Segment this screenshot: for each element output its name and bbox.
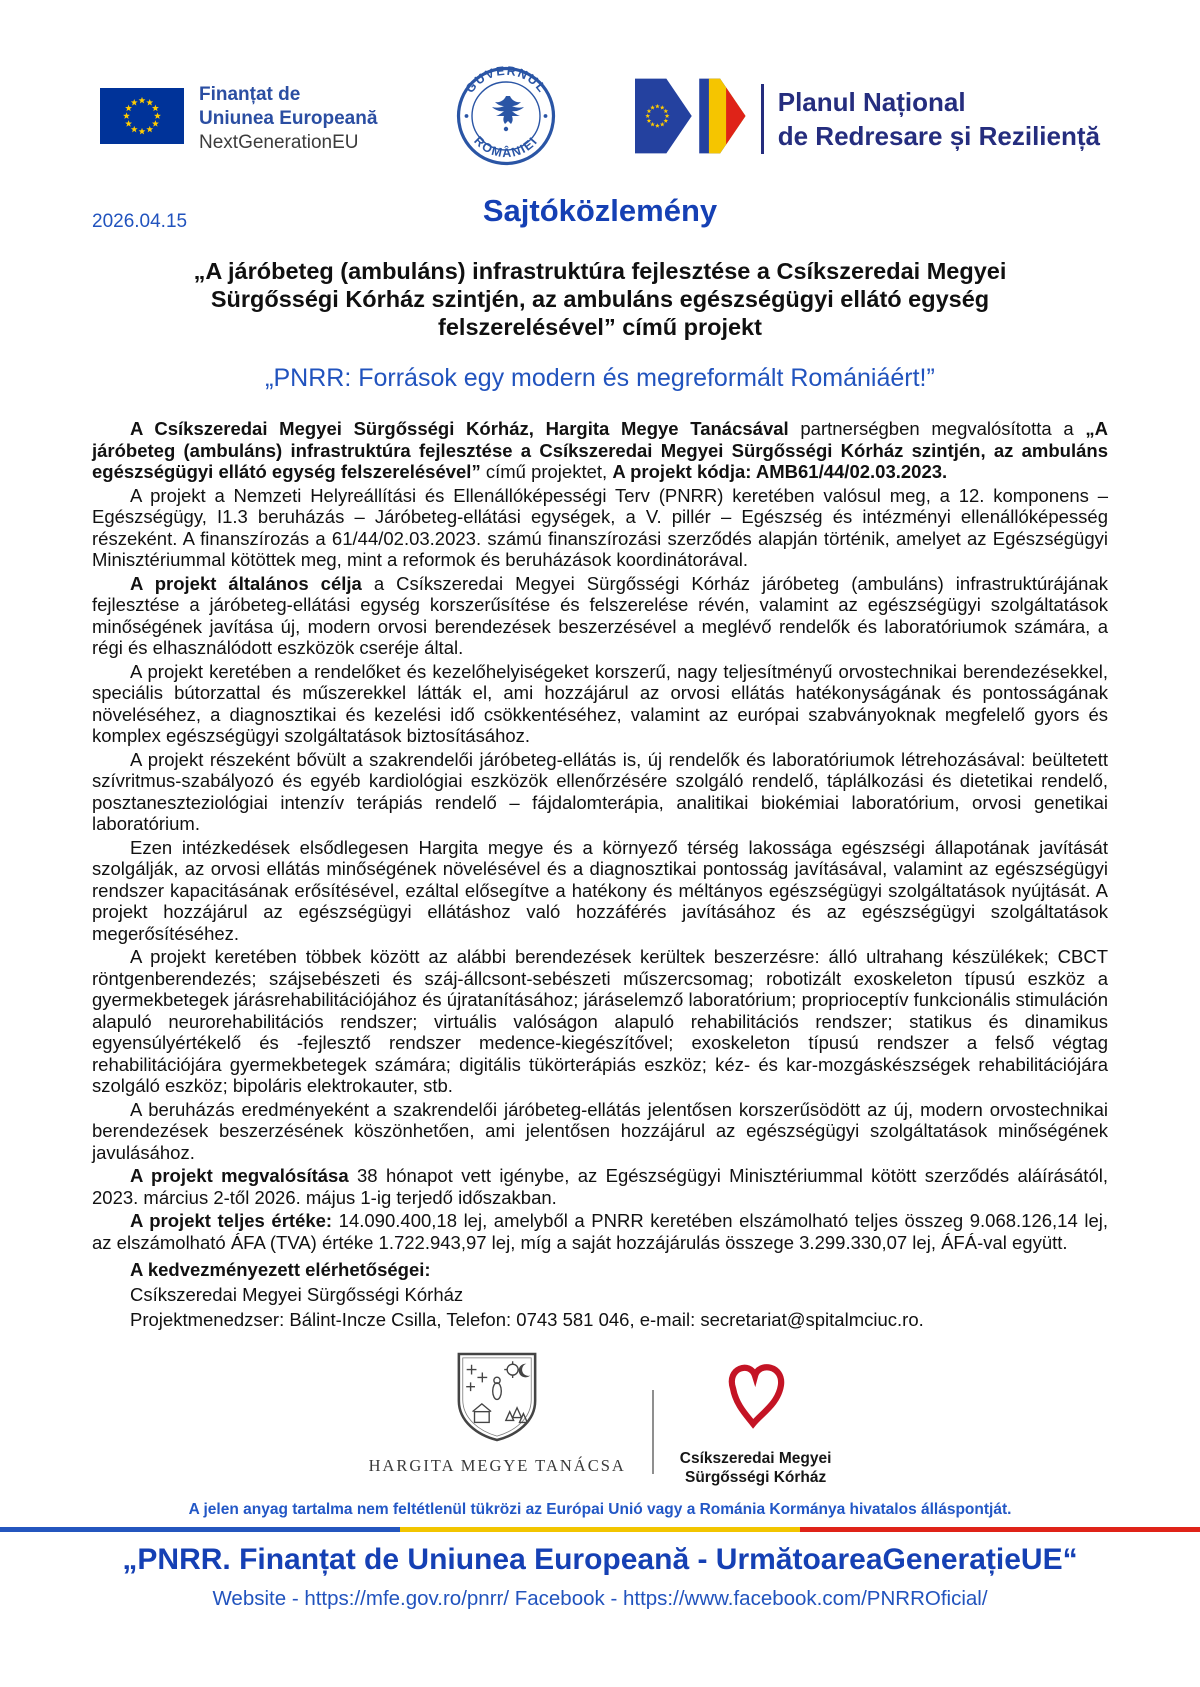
tricolor-yellow-segment: [400, 1527, 800, 1532]
pnrr-logo-line1: Planul Național: [777, 86, 966, 117]
paragraph: A projekt a Nemzeti Helyreállítási és Ellenállóképességi Terv (PNRR) keretében valósul meg, a 12. komponens – Egészségügy, I1.3 beruházás – Járóbeteg-ellátási egységek, a V. pillér – Egészség és intézményi ellenállóképesség részeként. A finanszírozás a 61/44/02.03.2023. számú finanszírozási szerződés alapján történik, amelyet az Egészségügyi Minisztériummal kötöttek meg, mint a reformok és beruházások koordinátorával.: [92, 484, 1108, 570]
hospital-caption-line1: Csíkszeredai Megyei: [679, 1450, 832, 1467]
contact-heading: A kedvezményezett elérhetőségei:: [130, 1259, 431, 1280]
paragraph: A projekt keretében a rendelőket és kezelőhelyiségeket korszerű, nagy teljesítményű orvostechnikai berendezésekkel, speciális bútorzattal és műszerekkel látták el, ami hozzájárul az orvosi ellátás hatékonyságának és pontosságának növeléséhez, a diagnosztikai és kezelési idő csökkentéséhez, valamint az európai szabványoknak megfelelő gyors és komplex egészségügyi szolgáltatások biztosításához.: [92, 660, 1108, 746]
paragraph: Ezen intézkedések elsődlegesen Hargita megye és a környező térség lakossága egészségi állapotának javítását szolgálják, az orvosi ellátás minőségének növelésével és a diagnosztikai pontosság javításával, valamint az egészségügyi rendszer kapacitásának erősítésével, ezáltal elősegítve a hatékony és méltányos egészségügyi szolgáltatások nyújtását. A projekt hozzájárul az egészségügyi ellátáshoz való hozzáférés javításához és az egészségügyi szolgáltatások megerősítéséhez.: [92, 836, 1108, 944]
release-date: 2026.04.15: [92, 211, 188, 232]
hospital-logo: [680, 1350, 832, 1487]
contact-block: [92, 1257, 1108, 1332]
tricolor-red-segment: [800, 1527, 1200, 1532]
hospital-heart-icon: [708, 1429, 804, 1446]
contact-manager-line: Projektmenedzser: Bálint-Incze Csilla, Telefon: 0743 581 046, e-mail: secretariat@spitalmciuc.ro.: [130, 1309, 924, 1330]
doc-title: Sajtóközlemény: [482, 193, 718, 228]
pnrr-logo: [635, 78, 1100, 159]
partner-divider: [652, 1390, 654, 1474]
tricolor-blue-segment: [0, 1527, 400, 1532]
svg-text:GUVERNUL: GUVERNUL: [462, 66, 550, 96]
eu-logo-line2: Uniunea Europeană: [199, 107, 378, 129]
paragraph: A projekt keretében többek között az alábbi berendezések kerültek beszerzésre: álló ultrahang készülékek; CBCT röntgenberendezés; szájsebészeti és száj-állcsont-sebészeti műszercsomag; robotizált exoskeleton típusú eszköz a gyermekbetegek járásrehabilitációjához és újratanításához; járáselemző laboratórium; proprioceptív funkcionális stimuláción alapuló neurorehabilitációs rendszer; virtuális valóságon alapuló rehabilitációs rendszer; statikus és dinamikus egyensúlyértékelő és -fejlesztő rendszer medence-kiegészítővel; exoskeleton típusú rendszer a felső végtag rehabilitációjára gyermekbetegek számára; digitális tükörterápiás eszköz; kéz- és kar-mozgáskészségek rehabilitációjára szolgáló eszköz; bipoláris elektrokauter, stb.: [92, 946, 1108, 1096]
paragraph: A Csíkszeredai Megyei Sürgősségi Kórház, Hargita Megye Tanácsával partnerségben megvalósította a „A járóbeteg (ambuláns) infrastruktúra fejlesztése a Csíkszeredai Megyei Sürgősségi Kórház szintjén, az ambuláns egészségügyi ellátó egység felszerelésével” című projektet, A projekt kódja: AMB61/44/02.03.2023.: [92, 418, 1108, 482]
pnrr-logo-divider: [761, 84, 764, 154]
paragraph: A projekt részeként bővült a szakrendelői járóbeteg-ellátás is, új rendelők és laboratóriumok létrehozásával: beültetett szívritmus-szabályozó és egyéb kardiológiai eszközök ellenőrzésére szolgáló rendelő, táplálkozási és dietetikai rendelő, posztaneszteziológiai intenzív terápiás rendelő – fájdalomterápia, analitikai biokémiai laboratórium, orvosi genetikai laboratórium.: [92, 748, 1108, 834]
pnrr-logo-line2: de Redresare și Reziliență: [777, 120, 1100, 151]
council-logo: [369, 1350, 626, 1476]
pnrr-subtitle: „PNRR: Források egy modern és megreformált Romániáért!”: [265, 364, 935, 392]
footer-disclaimer: A jelen anyag tartalma nem feltétlenül tükrözi az Európai Unió vagy a Románia Kormánya hivatalos álláspontját.: [188, 1501, 1012, 1518]
svg-text:ROMÂNIEI: ROMÂNIEI: [471, 133, 541, 161]
paragraph: A projekt teljes értéke: 14.090.400,18 lej, amelyből a PNRR keretében elszámolható teljes összeg 9.068.126,14 lej, az elszámolható ÁFA (TVA) értéke 1.722.943,97 lej, míg a saját hozzájárulás összege 3.299.330,07 lej, ÁFÁ-val együtt.: [92, 1210, 1108, 1253]
hospital-caption-line2: Sürgősségi Kórház: [684, 1469, 827, 1486]
hargita-coat-of-arms-icon: [453, 1430, 541, 1447]
footer-links-line: Website - https://mfe.gov.ro/pnrr/ Facebook - https://www.facebook.com/PNRROficial/: [212, 1587, 988, 1610]
title-row: [0, 193, 1200, 233]
footer-slogan: „PNRR. Finanțat de Uniunea Europeană - UrmătoareaGenerațieUE“: [122, 1543, 1078, 1576]
council-caption: HARGITA MEGYE TANÁCSA: [368, 1456, 626, 1475]
eu-flag-icon: [100, 88, 184, 149]
contact-organization: Csíkszeredai Megyei Sürgősségi Kórház: [130, 1284, 464, 1305]
eu-funding-logo: [100, 83, 377, 155]
body-paragraphs: [92, 418, 1108, 1253]
romanian-tricolor-divider: [0, 1527, 1200, 1532]
eu-logo-line1: Finanțat de: [199, 83, 301, 105]
paragraph: A beruházás eredményeként a szakrendelői járóbeteg-ellátás jelentősen korszerűsödött az új, modern orvostechnikai berendezések beszerzésének köszönhetően, ami jelentősen hozzájárul az egészségügyi szolgáltatások minőségének javulásához.: [92, 1098, 1108, 1163]
header-logos: [0, 0, 1200, 171]
government-seal-icon: [456, 66, 556, 171]
project-heading: „A járóbeteg (ambuláns) infrastruktúra fejlesztése a Csíkszeredai Megyei Sürgősségi Kórház szintjén, az ambuláns egészségügyi ellátó egység felszerelésével” című projekt: [193, 258, 1007, 340]
paragraph: A projekt általános célja a Csíkszeredai Megyei Sürgősségi Kórház járóbeteg (ambuláns) infrastruktúrájának fejlesztése a járóbeteg-ellátási egység korszerűsítése és felszerelése révén, valamint az egészségügyi szolgáltatások minőségének javítása új, modern orvosi berendezések beszerzésével a meglévő rendelők és laboratóriumok számára, a régi és elhasználódott eszközök cseréje által.: [92, 572, 1108, 658]
pnrr-arrows-icon: [635, 78, 747, 159]
partner-logos: [0, 1350, 1200, 1487]
eu-logo-line3: NextGenerationEU: [199, 131, 359, 153]
paragraph: A projekt megvalósítása 38 hónapot vett igénybe, az Egészségügyi Minisztériummal kötött szerződés aláírásától, 2023. március 2-től 2026. május 1-ig terjedő időszakban.: [92, 1165, 1108, 1208]
